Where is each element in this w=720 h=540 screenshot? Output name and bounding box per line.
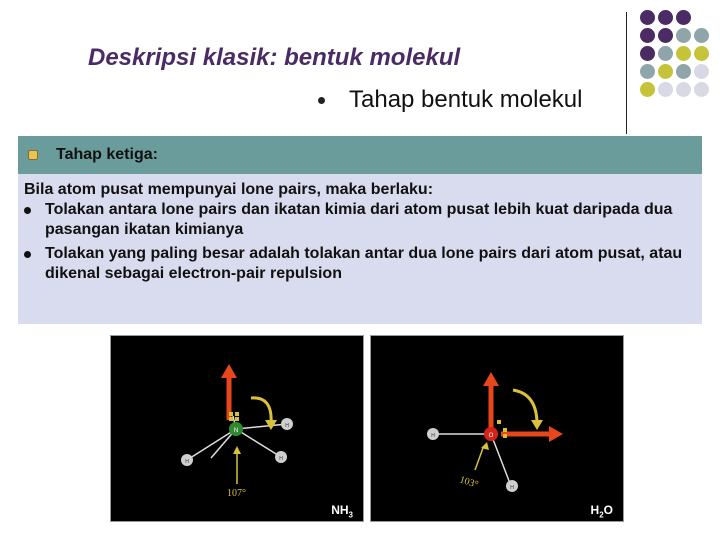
dot-icon <box>658 82 673 97</box>
dot-icon <box>676 28 691 43</box>
dot-icon <box>694 64 709 79</box>
bond-angle-label: 103° <box>458 474 480 491</box>
dot-icon <box>640 46 655 61</box>
atom-label: H <box>510 485 514 491</box>
bullet-icon <box>24 207 31 214</box>
dot-icon <box>658 10 673 25</box>
atom-label: N <box>233 428 239 434</box>
list-item-text: Tolakan yang paling besar adalah tolakan antar dua lone pairs dari atom pusat, atau dikenal sebagai electron-pair repulsion <box>45 245 683 282</box>
dot-icon <box>694 28 709 43</box>
h2o-molecule-diagram <box>371 336 623 521</box>
bond-angle-label: 107° <box>227 488 246 499</box>
bullet-icon <box>24 251 31 258</box>
section-header-bar <box>18 136 702 174</box>
subtitle-row <box>318 86 582 114</box>
subtitle: Tahap bentuk molekul <box>349 86 583 113</box>
list-item <box>24 244 694 284</box>
dot-icon <box>658 64 673 79</box>
caption-subscript: 2 <box>599 510 604 519</box>
atom-label: H <box>431 433 435 439</box>
h2o-molecule-image <box>370 335 624 522</box>
bullet-icon <box>318 97 325 104</box>
dot-icon <box>676 10 691 25</box>
nh3-molecule-image <box>110 335 364 522</box>
list-item <box>24 200 694 240</box>
divider-line <box>626 12 627 134</box>
dot-icon <box>640 10 655 25</box>
bullet-square-icon <box>28 150 38 160</box>
content-panel <box>18 174 702 324</box>
dot-icon <box>694 10 709 25</box>
dot-icon <box>640 82 655 97</box>
atom-label: H <box>279 456 283 462</box>
dot-icon <box>640 28 655 43</box>
decorative-dot-grid <box>640 10 712 100</box>
dot-icon <box>658 28 673 43</box>
atom-label: O <box>488 433 494 439</box>
nh3-molecule-diagram <box>111 336 363 521</box>
dot-icon <box>640 64 655 79</box>
dot-icon <box>676 64 691 79</box>
section-header-title: Tahap ketiga: <box>56 146 158 163</box>
dot-icon <box>694 82 709 97</box>
caption-text: H <box>590 502 600 517</box>
caption-text: O <box>603 502 613 517</box>
molecule-caption <box>591 503 613 519</box>
intro-text: Bila atom pusat mempunyai lone pairs, maka berlaku: <box>24 181 434 198</box>
dot-icon <box>694 46 709 61</box>
dot-icon <box>676 82 691 97</box>
list-item-text: Tolakan antara lone pairs dan ikatan kimia dari atom pusat lebih kuat daripada dua pasangan ikatan kimianya <box>45 201 673 238</box>
molecule-caption <box>331 503 353 519</box>
page-title: Deskripsi klasik: bentuk molekul <box>88 44 461 71</box>
dot-icon <box>658 46 673 61</box>
atom-label: H <box>185 459 189 465</box>
dot-icon <box>676 46 691 61</box>
caption-subscript: 3 <box>348 510 353 519</box>
caption-text: NH <box>331 502 349 517</box>
atom-label: H <box>285 423 289 429</box>
